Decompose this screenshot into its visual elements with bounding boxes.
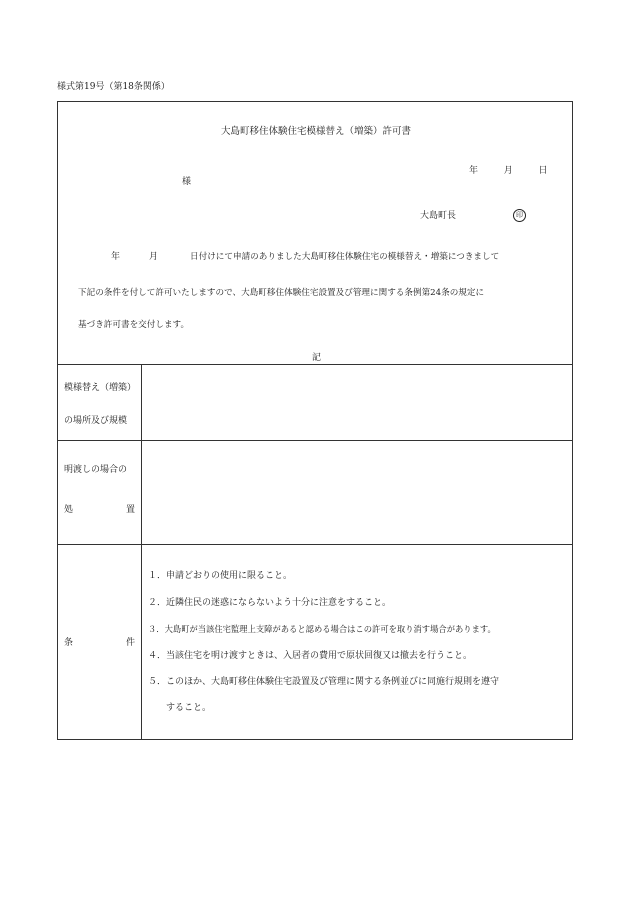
body-line-3: 基づき許可書を交付します。 [78, 320, 190, 330]
body-month-label: 月 [149, 252, 159, 262]
divider-row-1 [58, 440, 572, 441]
location-label-line-2: の場所及び規模 [64, 416, 128, 426]
condition-item-5-cont: すること。 [166, 703, 212, 713]
seal-mark: 印 [513, 209, 526, 222]
condition-item-3: ３．大島町が当該住宅監理上支障があると認める場合はこの許可を取り消す場合があります。 [148, 624, 496, 634]
form-number: 様式第19号（第18条関係） [57, 82, 170, 92]
conditions-label-a: 条 [64, 638, 74, 648]
issuer-name: 大島町長 [420, 211, 457, 221]
date-month: 月 [503, 166, 513, 176]
column-divider [141, 364, 142, 739]
date-year: 年 [469, 166, 479, 176]
condition-item-4: ４．当該住宅を明け渡すときは、入居者の費用で原状回復又は撤去を行うこと。 [148, 651, 473, 661]
date-day: 日 [538, 166, 548, 176]
handover-label-line-1: 明渡しの場合の [64, 465, 128, 475]
ki-heading: 記 [312, 353, 322, 363]
handover-label-line-2b: 置 [126, 505, 136, 515]
body-line-2: 下記の条件を付して許可いたしますので、大島町移住体験住宅設置及び管理に関する条例第24条の規定に [78, 288, 485, 298]
divider-top [58, 364, 572, 365]
condition-item-1: １．申請どおりの使用に限ること。 [148, 571, 293, 581]
permit-form [57, 101, 573, 740]
date-line [469, 167, 548, 176]
divider-row-2 [58, 544, 572, 545]
official-seal [513, 209, 526, 222]
condition-item-2: ２．近隣住民の迷惑にならないよう十分に注意をすること。 [148, 598, 392, 608]
condition-item-5: ５．このほか、大島町移住体験住宅設置及び管理に関する条例並びに同施行規則を遵守 [148, 677, 500, 687]
body-line-1: 日付けにて申請のありました大島町移住体験住宅の模様替え・増築につきまして [190, 252, 500, 262]
conditions-label-b: 件 [126, 638, 136, 648]
body-year-label: 年 [111, 252, 121, 262]
handover-label-line-2a: 処 [64, 505, 74, 515]
addressee-honorific: 様 [182, 177, 192, 187]
form-title: 大島町移住体験住宅模様替え（増築）許可書 [220, 126, 411, 137]
location-label-line-1: 模様替え（増築） [64, 383, 137, 393]
